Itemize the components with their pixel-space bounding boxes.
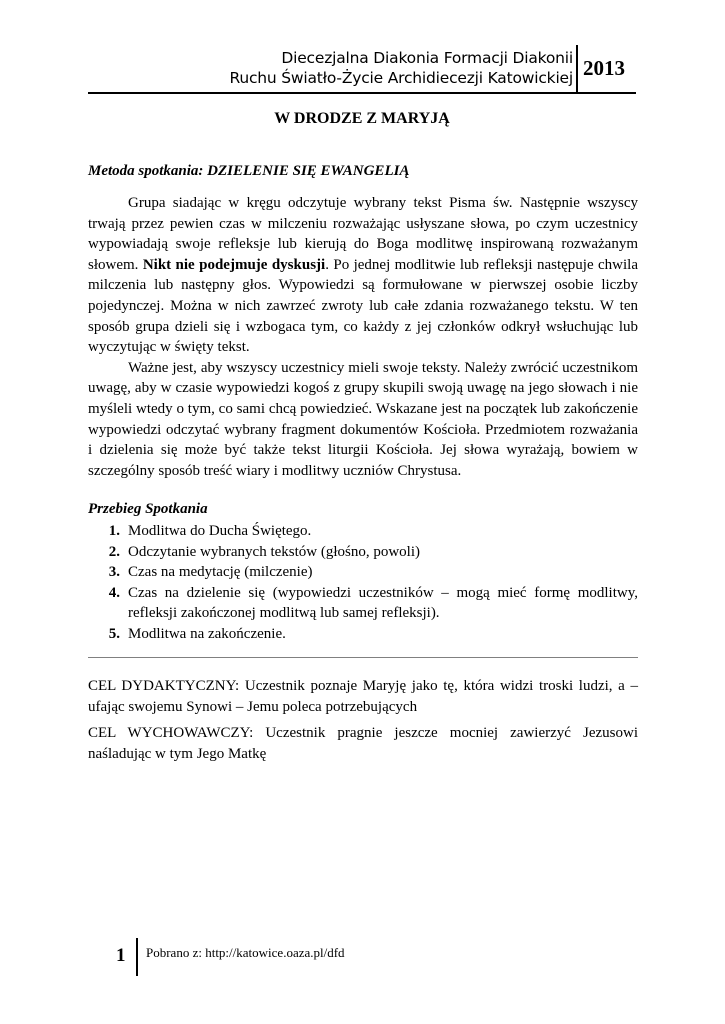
method-heading: Metoda spotkania: DZIELENIE SIĘ EWANGELIĄ <box>88 163 410 179</box>
header-line-2: Ruchu Światło-Życie Archidiecezji Katowickiej <box>229 69 573 87</box>
list-item-number: 3. <box>108 564 120 581</box>
list-item <box>88 583 638 624</box>
body-paragraph-1 <box>88 193 638 358</box>
list-item-text: Modlitwa na zakończenie. <box>128 625 286 642</box>
list-item-number: 2. <box>108 543 120 560</box>
list-item-text: Czas na medytację (milczenie) <box>128 564 313 581</box>
header-vertical-divider <box>576 45 578 93</box>
source-note: Pobrano z: http://katowice.oaza.pl/dfd <box>146 945 345 960</box>
program-heading: Przebieg Spotkania <box>88 501 208 517</box>
page-number: 1 <box>116 945 126 966</box>
p1-part-2: . Po jednej modlitwie lub refleksji następuje chwila milczenia lub następny głos. Wypowiedzi są formułowane w pierwszej osobie liczby pojedynczej. Można w nich zawrzeć zwroty lub całe zdania rozważanego tekstu. W ten sposób grupa dzieli się i wzbogaca tym, co każdy z jej członków odkrył wsłuchując lub wyczytując w święty tekst. <box>88 256 638 356</box>
program-list <box>88 521 638 645</box>
list-item-number: 4. <box>108 584 120 601</box>
header-line-1: Diecezjalna Diakonia Formacji Diakonii <box>281 49 573 67</box>
list-item-text: Czas na dzielenie się (wypowiedzi uczestników – mogą mieć formę modlitwy, refleksji zakończonej modlitwą lub samej refleksji). <box>128 584 638 622</box>
list-item-text: Odczytanie wybranych tekstów (głośno, powoli) <box>128 543 421 560</box>
header-year: 2013 <box>583 56 625 80</box>
didactic-goal: CEL DYDAKTYCZNY: Uczestnik poznaje Maryję jako tę, która widzi troski ludzi, a – ufając swojemu Synowi – Jemu poleca potrzebujących <box>88 678 638 715</box>
list-item <box>88 521 638 542</box>
list-item-text: Modlitwa do Ducha Świętego. <box>128 523 312 539</box>
p1-bold-phrase: Nikt nie podejmuje dyskusji <box>142 256 326 273</box>
list-item-number: 1. <box>108 523 120 539</box>
body-text <box>88 193 638 481</box>
body-paragraph-2: Ważne jest, aby wszyscy uczestnicy mieli swoje teksty. Należy zwrócić uczestnikom uwagę, aby w czasie wypowiedzi kogoś z grupy skupili swoją uwagę na jego słowach i nie myśleli wtedy o tym, co sami chcą powiedzieć. Wskazane jest na początek lub zakończenie wypowiedzi odczytać wybrany fragment dokumentów Kościoła. Przedmiotem rozważania i dzielenia się może być także tekst liturgii Kościoła. Jej słowa wyrażają, bowiem w szczególny sposób treść wiary i modlitwy uczniów Chrystusa. <box>88 359 638 479</box>
list-item <box>88 624 638 645</box>
footer-divider <box>136 938 138 976</box>
list-item <box>88 542 638 563</box>
educational-goal: CEL WYCHOWAWCZY: Uczestnik pragnie jeszcze mocniej zawierzyć Jezusowi naśladując w tym Jego Matkę <box>88 725 638 762</box>
page-title: W DRODZE Z MARYJĄ <box>274 110 450 127</box>
header-horizontal-divider <box>88 92 636 94</box>
list-item <box>88 562 638 583</box>
section-divider <box>88 657 638 658</box>
list-item-number: 5. <box>108 625 120 642</box>
p1-part-1: Grupa siadając w kręgu odczytuje wybrany tekst Pisma św. Następnie wszyscy trwają przez pewien czas w milczeniu rozważając usłyszane słowa, po czym uczestnicy wypowiadają swoje refleksje lub kierują do Boga modlitwę inspirowaną rozważanym słowem. <box>88 195 638 273</box>
header-organization <box>229 48 573 88</box>
